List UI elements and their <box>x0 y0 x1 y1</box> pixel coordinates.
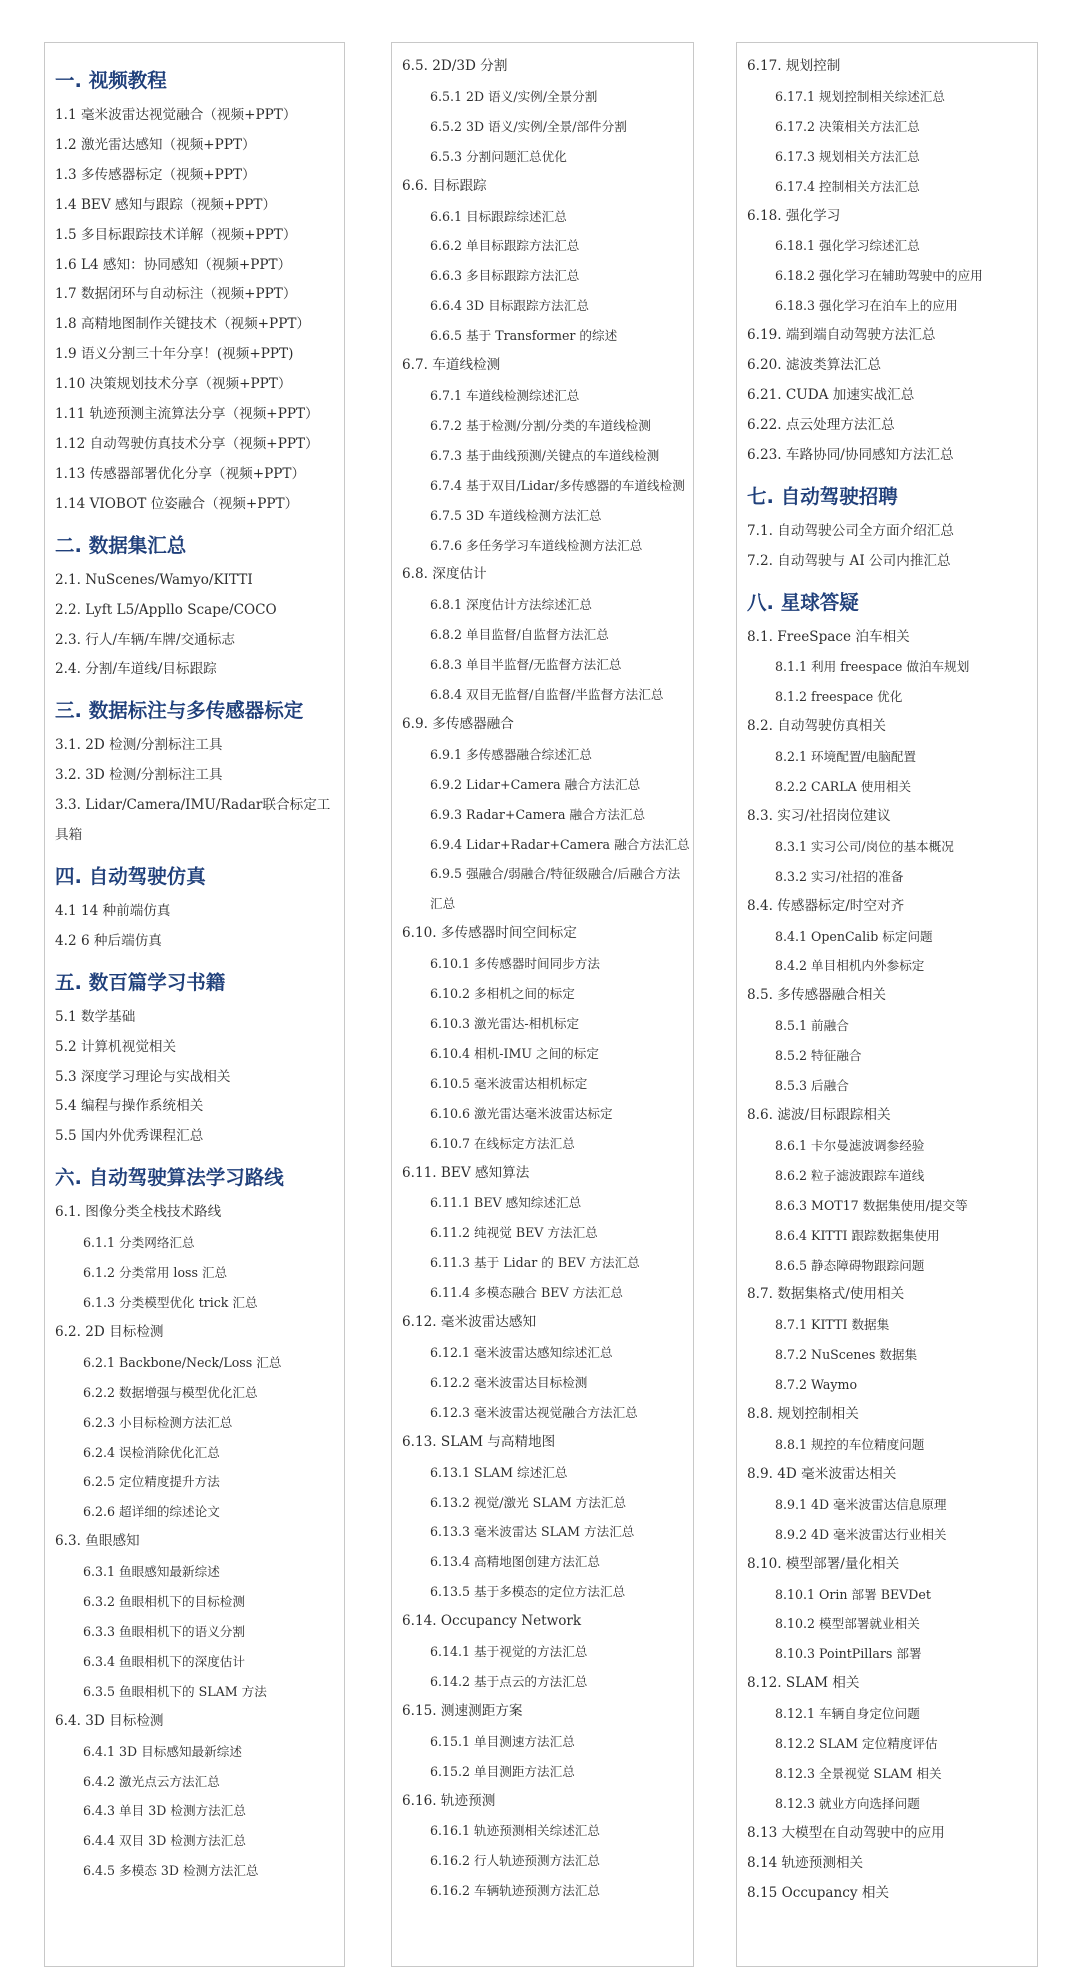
toc-item: 8.15 Occupancy 相关 <box>747 1884 890 1901</box>
toc-subitem: 6.11.3 基于 Lidar 的 BEV 方法汇总 <box>430 1255 640 1271</box>
toc-subitem: 6.16.2 车辆轨迹预测方法汇总 <box>430 1883 600 1899</box>
toc-item: 6.20. 滤波类算法汇总 <box>747 357 882 374</box>
toc-subitem: 8.9.1 4D 毫米波雷达信息原理 <box>775 1496 947 1512</box>
toc-item: 8.3. 实习/社招岗位建议 <box>747 807 891 824</box>
toc-subitem: 6.5.1 2D 语义/实例/全景分割 <box>430 88 598 104</box>
toc-subitem: 6.3.4 鱼眼相机下的深度估计 <box>83 1653 245 1669</box>
toc-subitem: 6.2.5 定位精度提升方法 <box>83 1474 220 1490</box>
toc-subitem: 6.13.2 视觉/激光 SLAM 方法汇总 <box>430 1494 627 1510</box>
toc-subitem: 6.16.2 行人轨迹预测方法汇总 <box>430 1853 600 1869</box>
toc-subitem: 8.10.3 PointPillars 部署 <box>775 1646 922 1662</box>
toc-subitem: 8.3.2 实习/社招的准备 <box>775 868 904 884</box>
toc-subitem: 6.8.1 深度估计方法综述汇总 <box>430 597 592 613</box>
toc-subitem: 6.2.4 误检消除优化汇总 <box>83 1444 220 1460</box>
toc-subitem: 8.6.5 静态障碍物跟踪问题 <box>775 1257 925 1273</box>
toc-item: 1.6 L4 感知：协同感知（视频+PPT） <box>55 256 292 273</box>
toc-subitem: 6.3.5 鱼眼相机下的 SLAM 方法 <box>83 1683 267 1699</box>
toc-subitem: 6.9.3 Radar+Camera 融合方法汇总 <box>430 806 646 822</box>
toc-subitem: 6.1.2 分类常用 loss 汇总 <box>83 1265 228 1281</box>
toc-item: 6.17. 规划控制 <box>747 58 841 74</box>
section-heading: 一. 视频教程 <box>55 69 167 92</box>
toc-item: 6.21. CUDA 加速实战汇总 <box>747 386 915 403</box>
toc-item: 6.9. 多传感器融合 <box>402 715 514 732</box>
toc-subitem: 8.5.1 前融合 <box>775 1018 849 1034</box>
toc-subitem: 6.10.2 多相机之间的标定 <box>430 986 575 1002</box>
toc-subitem: 6.18.1 强化学习综述汇总 <box>775 238 920 254</box>
toc-item: 8.8. 规划控制相关 <box>747 1406 859 1423</box>
toc-item: 2.4. 分割/车道线/目标跟踪 <box>55 661 217 678</box>
toc-subitem: 6.1.3 分类模型优化 trick 汇总 <box>83 1295 258 1310</box>
toc-subitem: 6.11.2 纯视觉 BEV 方法汇总 <box>430 1225 598 1241</box>
toc-subitem: 6.13.1 SLAM 综述汇总 <box>430 1464 568 1480</box>
toc-subitem: 6.10.4 相机-IMU 之间的标定 <box>430 1045 599 1061</box>
toc-subitem: 6.2.1 Backbone/Neck/Loss 汇总 <box>83 1354 282 1370</box>
toc-subitem: 6.4.3 单目 3D 检测方法汇总 <box>83 1803 246 1819</box>
toc-item: 5.1 数学基础 <box>55 1008 136 1025</box>
toc-subitem: 6.9.4 Lidar+Radar+Camera 融合方法汇总 <box>430 836 690 852</box>
toc-subitem: 6.3.2 鱼眼相机下的目标检测 <box>83 1594 245 1610</box>
toc-item: 8.2. 自动驾驶仿真相关 <box>747 718 887 735</box>
toc-subitem: 8.7.2 NuScenes 数据集 <box>775 1347 918 1363</box>
toc-subitem: 8.3.1 实习公司/岗位的基本概况 <box>775 838 954 854</box>
toc-subitem: 6.7.1 车道线检测综述汇总 <box>430 387 580 403</box>
toc-subitem: 8.12.3 就业方向选择问题 <box>775 1795 920 1811</box>
toc-subitem: 8.6.2 粒子滤波跟踪车道线 <box>775 1167 925 1183</box>
toc-item: 1.1 毫米波雷达视觉融合（视频+PPT） <box>55 107 297 123</box>
section-heading: 六. 自动驾驶算法学习路线 <box>55 1166 284 1190</box>
toc-subitem: 6.10.6 激光雷达毫米波雷达标定 <box>430 1105 613 1121</box>
toc-subitem: 6.2.2 数据增强与模型优化汇总 <box>83 1384 258 1400</box>
toc-subitem: 6.11.1 BEV 感知综述汇总 <box>430 1195 582 1211</box>
toc-subitem: 6.10.3 激光雷达-相机标定 <box>430 1016 580 1031</box>
toc-column-2 <box>391 42 694 1967</box>
toc-subitem: 8.10.1 Orin 部署 BEVDet <box>775 1586 931 1602</box>
toc-item: 2.2. Lyft L5/Appllo Scape/COCO <box>55 601 277 618</box>
toc-subitem: 6.13.3 毫米波雷达 SLAM 方法汇总 <box>430 1524 635 1540</box>
toc-subitem: 6.10.7 在线标定方法汇总 <box>430 1135 575 1151</box>
toc-item: 1.10 决策规划技术分享（视频+PPT） <box>55 376 292 393</box>
section-heading: 四. 自动驾驶仿真 <box>55 864 206 888</box>
toc-item: 8.13 大模型在自动驾驶中的应用 <box>747 1824 945 1841</box>
toc-item: 7.2. 自动驾驶与 AI 公司内推汇总 <box>747 552 951 569</box>
toc-item: 4.2 6 种后端仿真 <box>55 932 162 949</box>
toc-item: 3.2. 3D 检测/分割标注工具 <box>55 767 223 784</box>
toc-subitem: 6.4.4 双目 3D 检测方法汇总 <box>83 1833 246 1849</box>
toc-subitem: 6.4.1 3D 目标感知最新综述 <box>83 1743 242 1759</box>
toc-item: 8.9. 4D 毫米波雷达相关 <box>747 1465 897 1482</box>
toc-item: 8.5. 多传感器融合相关 <box>747 987 887 1004</box>
toc-item: 8.14 轨迹预测相关 <box>747 1854 864 1871</box>
toc-item: 1.14 VIOBOT 位姿融合（视频+PPT） <box>55 495 299 512</box>
toc-item: 6.6. 目标跟踪 <box>402 177 487 194</box>
toc-subitem: 6.7.6 多任务学习车道线检测方法汇总 <box>430 537 643 553</box>
toc-subitem: 6.9.5 强融合/弱融合/特征级融合/后融合方法汇总 <box>430 866 681 912</box>
toc-subitem: 6.10.1 多传感器时间同步方法 <box>430 956 600 972</box>
toc-item: 6.14. Occupancy Network <box>402 1613 582 1630</box>
toc-subitem: 6.17.3 规划相关方法汇总 <box>775 148 920 164</box>
section-heading: 八. 星球答疑 <box>747 590 859 614</box>
toc-item: 6.18. 强化学习 <box>747 207 841 224</box>
toc-item: 1.11 轨迹预测主流算法分享（视频+PPT） <box>55 406 319 423</box>
toc-subitem: 6.17.2 决策相关方法汇总 <box>775 118 920 134</box>
toc-subitem: 6.6.5 基于 Transformer 的综述 <box>430 328 618 344</box>
toc-subitem: 8.10.2 模型部署就业相关 <box>775 1616 920 1632</box>
toc-item: 1.9 语义分割三十年分享！(视频+PPT) <box>55 346 294 363</box>
toc-subitem: 8.12.3 全景视觉 SLAM 相关 <box>775 1765 942 1781</box>
toc-subitem: 6.13.5 基于多模态的定位方法汇总 <box>430 1584 626 1600</box>
toc-item: 6.2. 2D 目标检测 <box>55 1323 164 1340</box>
toc-subitem: 6.9.2 Lidar+Camera 融合方法汇总 <box>430 776 641 792</box>
toc-item: 6.1. 图像分类全栈技术路线 <box>55 1204 222 1221</box>
toc-subitem: 8.6.3 MOT17 数据集使用/提交等 <box>775 1197 968 1213</box>
toc-item: 1.5 多目标跟踪技术详解（视频+PPT） <box>55 226 297 243</box>
toc-subitem: 6.10.5 毫米波雷达相机标定 <box>430 1075 588 1091</box>
toc-subitem: 6.12.3 毫米波雷达视觉融合方法汇总 <box>430 1404 638 1420</box>
toc-item: 6.4. 3D 目标检测 <box>55 1712 164 1729</box>
toc-subitem: 6.16.1 轨迹预测相关综述汇总 <box>430 1823 600 1839</box>
toc-subitem: 6.9.1 多传感器融合综述汇总 <box>430 746 592 762</box>
toc-subitem: 6.12.1 毫米波雷达感知综述汇总 <box>430 1344 613 1360</box>
toc-subitem: 8.5.3 后融合 <box>775 1078 849 1094</box>
toc-subitem: 8.7.1 KITTI 数据集 <box>775 1317 890 1333</box>
toc-column-1 <box>44 42 345 1967</box>
toc-item: 1.2 激光雷达感知（视频+PPT） <box>55 136 256 153</box>
toc-subitem: 6.5.3 分割问题汇总优化 <box>430 148 567 164</box>
toc-item: 6.22. 点云处理方法汇总 <box>747 416 895 433</box>
toc-subitem: 8.1.1 利用 freespace 做泊车规划 <box>775 659 970 675</box>
toc-subitem: 6.8.3 单目半监督/无监督方法汇总 <box>430 657 622 673</box>
toc-item: 1.3 多传感器标定（视频+PPT） <box>55 166 256 183</box>
section-heading: 七. 自动驾驶招聘 <box>747 484 898 508</box>
toc-item: 5.2 计算机视觉相关 <box>55 1038 177 1055</box>
toc-item: 6.3. 鱼眼感知 <box>55 1533 140 1550</box>
toc-subitem: 8.5.2 特征融合 <box>775 1048 862 1064</box>
toc-subitem: 6.12.2 毫米波雷达目标检测 <box>430 1374 588 1390</box>
toc-subitem: 6.18.2 强化学习在辅助驾驶中的应用 <box>775 268 983 284</box>
toc-item: 2.3. 行人/车辆/车牌/交通标志 <box>55 631 235 648</box>
toc-item: 7.1. 自动驾驶公司全方面介绍汇总 <box>747 522 954 539</box>
toc-subitem: 8.4.1 OpenCalib 标定问题 <box>775 928 933 944</box>
toc-item: 6.5. 2D/3D 分割 <box>402 58 508 74</box>
toc-item: 8.12. SLAM 相关 <box>747 1675 860 1692</box>
toc-subitem: 6.14.2 基于点云的方法汇总 <box>430 1673 588 1689</box>
toc-item: 6.10. 多传感器时间空间标定 <box>402 925 577 942</box>
toc-subitem: 6.4.2 激光点云方法汇总 <box>83 1773 220 1789</box>
toc-item: 8.6. 滤波/目标跟踪相关 <box>747 1107 891 1123</box>
toc-subitem: 6.14.1 基于视觉的方法汇总 <box>430 1644 588 1660</box>
toc-subitem: 8.7.2 Waymo <box>775 1377 858 1393</box>
toc-item: 6.23. 车路协同/协同感知方法汇总 <box>747 446 954 463</box>
section-heading: 五. 数百篇学习书籍 <box>55 970 226 994</box>
toc-subitem: 8.12.1 车辆自身定位问题 <box>775 1706 920 1722</box>
toc-item: 6.7. 车道线检测 <box>402 357 501 374</box>
toc-subitem: 6.6.4 3D 目标跟踪方法汇总 <box>430 298 589 314</box>
toc-item: 6.16. 轨迹预测 <box>402 1792 496 1809</box>
toc-subitem: 8.8.1 规控的车位精度问题 <box>775 1436 925 1452</box>
toc-item: 6.8. 深度估计 <box>402 566 487 583</box>
toc-item: 1.13 传感器部署优化分享（视频+PPT） <box>55 465 306 482</box>
toc-subitem: 8.9.2 4D 毫米波雷达行业相关 <box>775 1526 947 1542</box>
toc-subitem: 6.15.1 单目测速方法汇总 <box>430 1733 575 1749</box>
toc-subitem: 6.5.2 3D 语义/实例/全景/部件分割 <box>430 118 627 134</box>
toc-subitem: 6.3.3 鱼眼相机下的语义分割 <box>83 1623 245 1639</box>
toc-item: 6.15. 测速测距方案 <box>402 1702 523 1719</box>
toc-subitem: 6.6.2 单目标跟踪方法汇总 <box>430 238 580 254</box>
toc-item: 8.7. 数据集格式/使用相关 <box>747 1286 905 1303</box>
section-heading: 三. 数据标注与多传感器标定 <box>55 699 304 723</box>
toc-item: 6.12. 毫米波雷达感知 <box>402 1314 537 1331</box>
toc-item: 1.7 数据闭环与自动标注（视频+PPT） <box>55 286 297 303</box>
toc-subitem: 6.7.5 3D 车道线检测方法汇总 <box>430 507 602 523</box>
toc-subitem: 6.8.4 双目无监督/自监督/半监督方法汇总 <box>430 687 664 703</box>
toc-item: 8.1. FreeSpace 泊车相关 <box>747 628 910 645</box>
toc-subitem: 6.11.4 多模态融合 BEV 方法汇总 <box>430 1285 623 1301</box>
toc-item: 4.1 14 种前端仿真 <box>55 902 171 919</box>
toc-subitem: 8.4.2 单目相机内外参标定 <box>775 958 925 974</box>
toc-item: 1.4 BEV 感知与跟踪（视频+PPT） <box>55 196 277 213</box>
toc-item: 8.10. 模型部署/量化相关 <box>747 1555 900 1572</box>
toc-subitem: 6.17.1 规划控制相关综述汇总 <box>775 88 945 104</box>
toc-subitem: 6.15.2 单目测距方法汇总 <box>430 1763 575 1779</box>
toc-item: 2.1. NuScenes/Wamyo/KITTI <box>55 571 253 588</box>
toc-item: 8.4. 传感器标定/时空对齐 <box>747 897 905 914</box>
toc-item: 5.3 深度学习理论与实战相关 <box>55 1068 231 1085</box>
toc-subitem: 8.6.4 KITTI 跟踪数据集使用 <box>775 1227 940 1243</box>
toc-item: 6.13. SLAM 与高精地图 <box>402 1433 556 1450</box>
toc-column-3 <box>736 42 1038 1967</box>
toc-item: 6.11. BEV 感知算法 <box>402 1164 530 1181</box>
section-heading: 二. 数据集汇总 <box>55 533 187 557</box>
toc-item: 1.8 高精地图制作关键技术（视频+PPT） <box>55 316 311 333</box>
toc-subitem: 6.13.4 高精地图创建方法汇总 <box>430 1554 600 1570</box>
toc-subitem: 6.4.5 多模态 3D 检测方法汇总 <box>83 1863 259 1879</box>
toc-subitem: 6.1.1 分类网络汇总 <box>83 1235 195 1251</box>
toc-subitem: 6.2.6 超详细的综述论文 <box>83 1504 220 1520</box>
toc-subitem: 6.8.2 单目监督/自监督方法汇总 <box>430 627 609 643</box>
toc-subitem: 6.17.4 控制相关方法汇总 <box>775 178 920 194</box>
toc-subitem: 6.3.1 鱼眼感知最新综述 <box>83 1564 220 1580</box>
toc-subitem: 6.7.2 基于检测/分割/分类的车道线检测 <box>430 417 651 433</box>
toc-subitem: 6.2.3 小目标检测方法汇总 <box>83 1414 233 1430</box>
toc-subitem: 8.6.1 卡尔曼滤波调参经验 <box>775 1137 925 1153</box>
toc-subitem: 6.7.4 基于双目/Lidar/多传感器的车道线检测 <box>430 477 685 493</box>
toc-item: 1.12 自动驾驶仿真技术分享（视频+PPT） <box>55 435 319 452</box>
toc-item: 6.19. 端到端自动驾驶方法汇总 <box>747 327 936 344</box>
toc-subitem: 6.7.3 基于曲线预测/关键点的车道线检测 <box>430 447 660 463</box>
toc-subitem: 8.12.2 SLAM 定位精度评估 <box>775 1736 938 1752</box>
toc-subitem: 8.1.2 freespace 优化 <box>775 689 903 705</box>
toc-item: 3.1. 2D 检测/分割标注工具 <box>55 737 223 754</box>
toc-item: 5.4 编程与操作系统相关 <box>55 1098 204 1115</box>
toc-item: 5.5 国内外优秀课程汇总 <box>55 1128 204 1145</box>
toc-subitem: 6.18.3 强化学习在泊车上的应用 <box>775 298 958 314</box>
toc-subitem: 6.6.3 多目标跟踪方法汇总 <box>430 268 580 284</box>
toc-subitem: 6.6.1 目标跟踪综述汇总 <box>430 208 567 224</box>
toc-subitem: 8.2.2 CARLA 使用相关 <box>775 779 912 795</box>
toc-item: 3.3. Lidar/Camera/IMU/Radar联合标定工具箱 <box>55 797 331 844</box>
toc-subitem: 8.2.1 环境配置/电脑配置 <box>775 749 917 765</box>
